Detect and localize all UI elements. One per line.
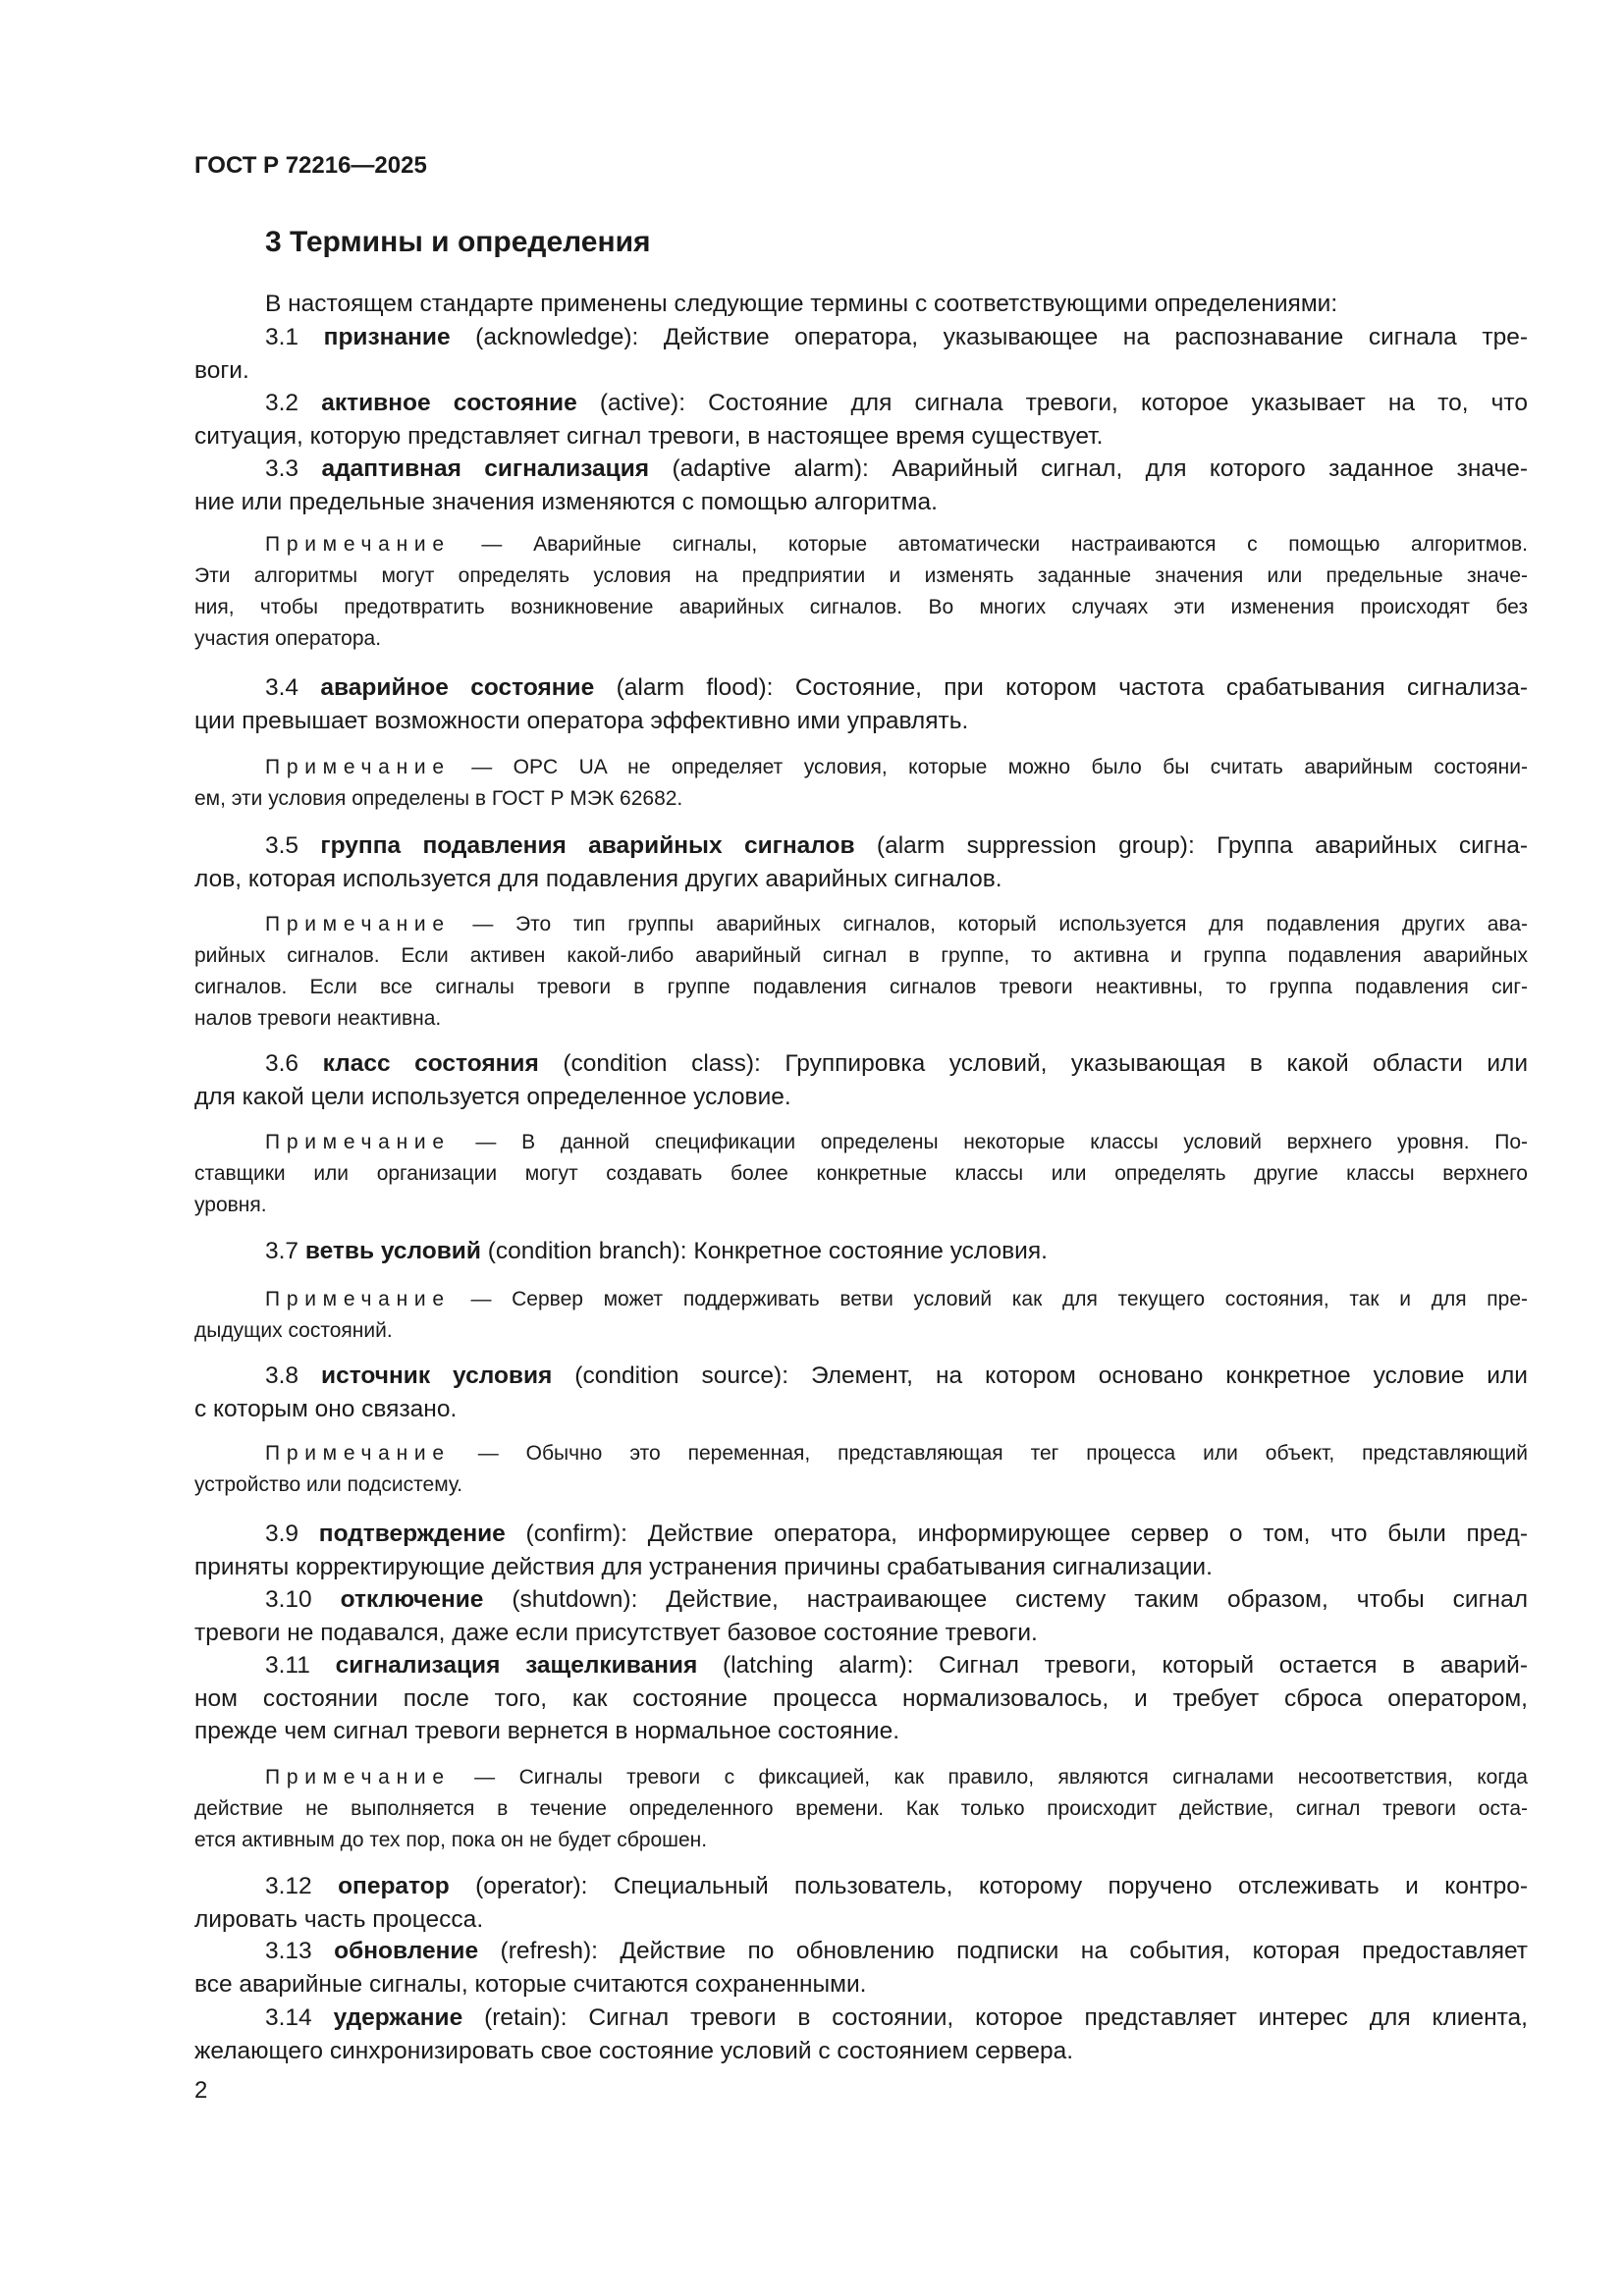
paragraph-line: лировать часть процесса. <box>194 1905 484 1933</box>
term-name: признание <box>323 324 451 350</box>
line-text: — Это тип группы аварийных сигналов, который используется для подавления других ава- <box>472 913 1528 935</box>
term-definition <box>194 1583 1528 1649</box>
line-text: (acknowledge): Действие оператора, указывающее на распознавание сигнала тре- <box>475 324 1528 350</box>
paragraph-line: ние или предельные значения изменяются с помощью алгоритма. <box>194 488 938 515</box>
note-paragraph <box>194 529 1528 655</box>
line-text: (refresh): Действие по обновлению подписки на события, которая предоставляет <box>500 1938 1528 1964</box>
note-label: Примечание <box>265 756 451 778</box>
line-text: (condition source): Элемент, на котором основано конкретное условие или <box>574 1362 1528 1389</box>
note-paragraph <box>194 1284 1528 1347</box>
paragraph-line <box>194 1583 1528 1617</box>
paragraph-line <box>194 1047 1528 1081</box>
paragraph-line: все аварийные сигналы, которые считаются сохраненными. <box>194 1970 867 1998</box>
line-text: (active): Состояние для сигнала тревоги, которое указывает на то, что <box>599 390 1529 416</box>
note-paragraph <box>194 1127 1528 1221</box>
term-number: 3.1 <box>265 324 299 350</box>
term-definition <box>194 321 1528 387</box>
term-name: группа подавления аварийных сигналов <box>320 832 855 859</box>
paragraph-line: лов, которая используется для подавления других аварийных сигналов. <box>194 865 1002 892</box>
term-number: 3.6 <box>265 1050 299 1077</box>
paragraph-line: дыдущих состояний. <box>194 1319 393 1342</box>
line-text: — В данной спецификации определены некоторые классы условий верхнего уровня. По- <box>475 1131 1528 1153</box>
paragraph-line <box>194 909 1528 940</box>
paragraph-line <box>194 1935 1528 1968</box>
note-label: Примечание <box>265 533 451 556</box>
term-definition <box>194 1870 1528 1936</box>
paragraph-line <box>194 321 1528 354</box>
term-name: отключение <box>340 1586 484 1613</box>
note-label: Примечание <box>265 1766 451 1789</box>
term-number: 3.4 <box>265 674 299 701</box>
paragraph-line: сигналов. Если все сигналы тревоги в группе подавления сигналов тревоги неактивны, то группа подавления сиг- <box>194 976 1528 998</box>
page-number: 2 <box>194 2077 208 2104</box>
paragraph-line <box>194 1127 1528 1158</box>
paragraph-line: участия оператора. <box>194 627 382 650</box>
line-text: В настоящем стандарте применены следующие термины с соответствующими определениями: <box>265 291 1338 317</box>
paragraph-line <box>194 1518 1528 1551</box>
note-label: Примечание <box>265 1131 451 1153</box>
paragraph-line: Эти алгоритмы могут определять условия на предприятии и изменять заданные значения или предельные значе- <box>194 564 1528 587</box>
paragraph-line <box>194 1870 1528 1903</box>
term-number: 3.9 <box>265 1521 299 1547</box>
term-number: 3.11 <box>265 1652 310 1679</box>
paragraph-line: с которым оно связано. <box>194 1395 458 1422</box>
term-name: адаптивная сигнализация <box>321 455 650 482</box>
paragraph-line: рийных сигналов. Если активен какой-либо аварийный сигнал в группе, то активна и группа подавления аварийных <box>194 944 1528 967</box>
paragraph-line: ситуация, которую представляет сигнал тревоги, в настоящее время существует. <box>194 422 1104 450</box>
line-text: (adaptive alarm): Аварийный сигнал, для которого заданное значе- <box>672 455 1528 482</box>
intro-paragraph <box>194 288 1528 321</box>
term-definition <box>194 1935 1528 2001</box>
term-definition <box>194 2002 1528 2067</box>
line-text: (shutdown): Действие, настраивающее систему таким образом, чтобы сигнал <box>512 1586 1528 1613</box>
term-definition <box>194 1360 1528 1425</box>
term-name: ветвь условий <box>304 1238 481 1264</box>
line-text: — Сигналы тревоги с фиксацией, как правило, являются сигналами несоответствия, когда <box>474 1766 1528 1789</box>
paragraph-line: тревоги не подавался, даже если присутствует базовое состояние тревоги. <box>194 1619 1038 1646</box>
term-number: 3.12 <box>265 1873 312 1899</box>
paragraph-line <box>194 1762 1528 1793</box>
paragraph-line <box>194 1360 1528 1393</box>
paragraph-line: воги. <box>194 356 249 384</box>
paragraph-line: устройство или подсистему. <box>194 1473 463 1496</box>
line-text: — OPC UA не определяет условия, которые можно было бы считать аварийным состояни- <box>471 756 1529 778</box>
paragraph-line: налов тревоги неактивна. <box>194 1007 442 1030</box>
term-name: активное состояние <box>321 390 577 416</box>
line-text: (retain): Сигнал тревоги в состоянии, которое представляет интерес для клиента, <box>484 2004 1528 2031</box>
note-paragraph <box>194 909 1528 1035</box>
term-number: 3.5 <box>265 832 299 859</box>
term-definition <box>194 829 1528 895</box>
paragraph-line: желающего синхронизировать свое состояние условий с состоянием сервера. <box>194 2037 1074 2064</box>
term-name: аварийное состояние <box>320 674 595 701</box>
note-paragraph <box>194 1438 1528 1501</box>
section-title: 3 Термины и определения <box>265 226 651 258</box>
paragraph-line: уровня. <box>194 1194 267 1216</box>
line-text: (alarm suppression group): Группа аварийных сигна- <box>876 832 1529 859</box>
paragraph-line <box>194 529 1528 561</box>
paragraph-line: ется активным до тех пор, пока он не будет сброшен. <box>194 1829 708 1851</box>
paragraph-line <box>194 671 1528 705</box>
paragraph-line <box>194 1284 1528 1315</box>
line-text: (alarm flood): Состояние, при котором частота срабатывания сигнализа- <box>616 674 1528 701</box>
paragraph-line <box>194 1235 1528 1268</box>
line-text: — Сервер может поддерживать ветви условий как для текущего состояния, так и для пре- <box>470 1288 1528 1310</box>
term-definition <box>194 1649 1528 1748</box>
term-number: 3.8 <box>265 1362 299 1389</box>
term-number: 3.3 <box>265 455 299 482</box>
paragraph-line: для какой цели используется определенное условие. <box>194 1083 791 1110</box>
term-definition <box>194 1047 1528 1113</box>
term-definition <box>194 1518 1528 1583</box>
term-number: 3.14 <box>265 2004 312 2031</box>
paragraph-line <box>194 752 1528 783</box>
line-text: (confirm): Действие оператора, информирующее сервер о том, что были пред- <box>525 1521 1528 1547</box>
line-text: (condition class): Группировка условий, указывающая в какой области или <box>563 1050 1528 1077</box>
paragraph-line: ния, чтобы предотвратить возникновение аварийных сигналов. Во многих случаях эти изменения происходят без <box>194 596 1528 618</box>
paragraph-line: ем, эти условия определены в ГОСТ Р МЭК 62682. <box>194 787 683 810</box>
paragraph-line <box>194 2002 1528 2035</box>
paragraph-line <box>194 829 1528 863</box>
paragraph-line: действие не выполняется в течение определенного времени. Как только происходит действие, сигнал тревоги оста- <box>194 1797 1528 1820</box>
term-number: 3.2 <box>265 390 299 416</box>
line-text: (latching alarm): Сигнал тревоги, который остается в аварий- <box>722 1652 1528 1679</box>
term-name: источник условия <box>321 1362 553 1389</box>
line-text: — Обычно это переменная, представляющая тег процесса или объект, представляющий <box>477 1442 1528 1465</box>
note-label: Примечание <box>265 1442 451 1465</box>
term-definition <box>194 453 1528 518</box>
term-number: 3.10 <box>265 1586 312 1613</box>
paragraph-line: ном состоянии после того, как состояние процесса нормализовалось, и требует сброса оператором, <box>194 1684 1528 1712</box>
term-name: подтверждение <box>318 1521 506 1547</box>
paragraph-line <box>194 387 1528 420</box>
paragraph-line <box>194 288 1528 321</box>
term-definition <box>194 671 1528 737</box>
line-text: (condition branch): Конкретное состояние условия. <box>487 1238 1048 1264</box>
term-name: сигнализация защелкивания <box>335 1652 698 1679</box>
term-definition <box>194 387 1528 453</box>
term-number: 3.7 <box>265 1238 299 1264</box>
term-definition <box>194 1235 1528 1268</box>
paragraph-line <box>194 1649 1528 1682</box>
line-text: (operator): Специальный пользователь, которому поручено отслеживать и контро- <box>475 1873 1528 1899</box>
term-name: удержание <box>333 2004 463 2031</box>
term-name: оператор <box>338 1873 450 1899</box>
term-name: класс состояния <box>322 1050 539 1077</box>
note-label: Примечание <box>265 1288 451 1310</box>
paragraph-line: прежде чем сигнал тревоги вернется в нормальное состояние. <box>194 1718 900 1744</box>
paragraph-line: приняты корректирующие действия для устранения причины срабатывания сигнализации. <box>194 1553 1213 1580</box>
paragraph-line <box>194 1438 1528 1469</box>
paragraph-line: ции превышает возможности оператора эффективно ими управлять. <box>194 707 969 734</box>
paragraph-line <box>194 453 1528 486</box>
line-text: — Аварийные сигналы, которые автоматически настраиваются с помощью алгоритмов. <box>481 533 1528 556</box>
term-name: обновление <box>334 1938 479 1964</box>
document-header: ГОСТ Р 72216—2025 <box>194 152 427 179</box>
note-paragraph <box>194 752 1528 815</box>
paragraph-line: ставщики или организации могут создавать более конкретные классы или определять другие классы верхнего <box>194 1162 1528 1185</box>
note-paragraph <box>194 1762 1528 1856</box>
note-label: Примечание <box>265 913 451 935</box>
term-number: 3.13 <box>265 1938 312 1964</box>
